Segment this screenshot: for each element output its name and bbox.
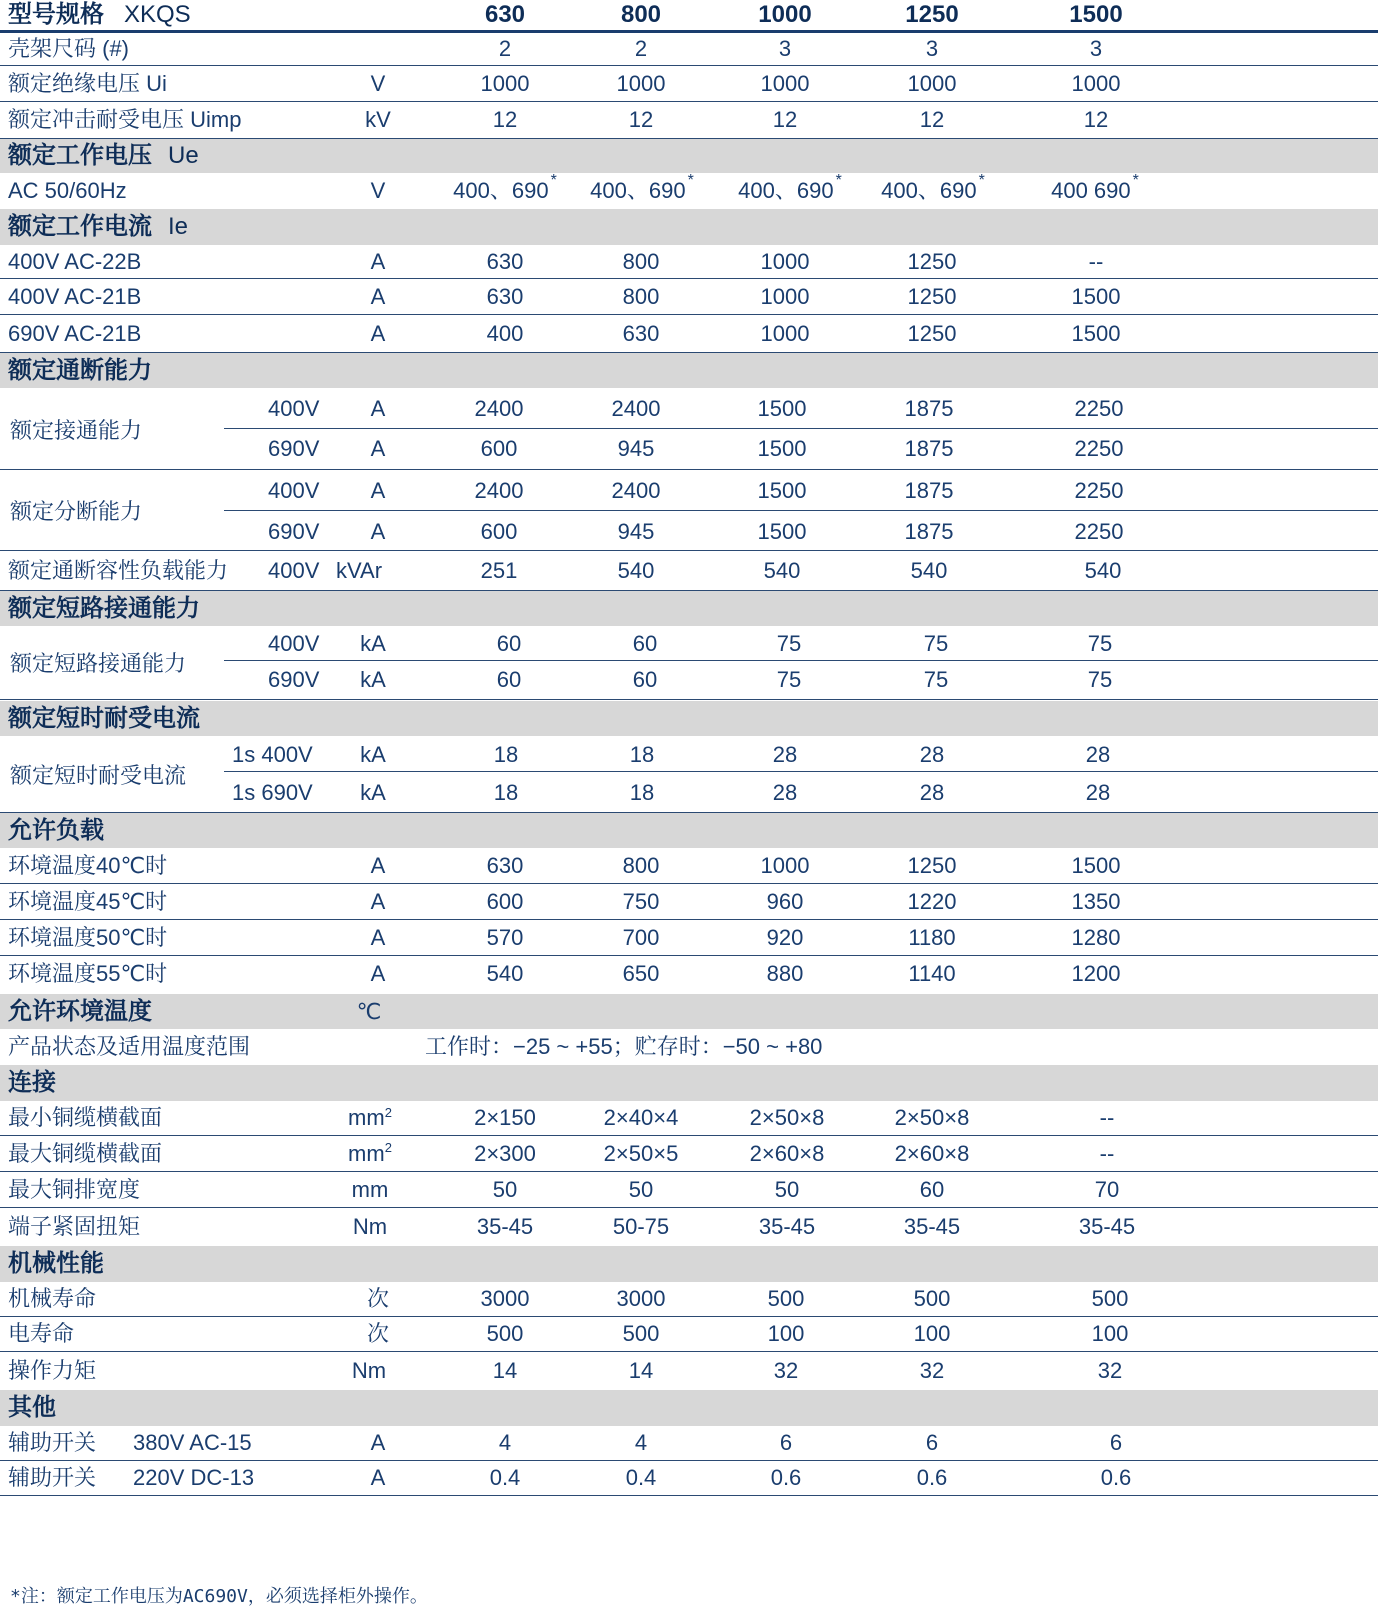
value-cell: 28 <box>772 780 798 805</box>
footnote-star: * <box>687 172 694 189</box>
sub-row <box>0 389 1378 429</box>
value-cell: 60 <box>632 667 658 692</box>
value-cell: 75 <box>776 631 802 656</box>
value-cell: 6 <box>779 1430 793 1455</box>
value-cell: 500 <box>767 1286 805 1311</box>
unit-cell: A <box>370 320 386 346</box>
unit-cell: A <box>370 248 386 274</box>
value-cell: -- <box>1099 1105 1115 1130</box>
row-label: 环境温度50℃时 <box>8 924 168 950</box>
value-cell: 2×40×4 <box>603 1105 679 1130</box>
value-cell: 32 <box>1097 1357 1123 1383</box>
section-breaking <box>0 353 1378 388</box>
connection-row <box>0 1101 1378 1136</box>
unit-superscript: 2 <box>384 1104 392 1120</box>
value-cell: 100 <box>913 1321 951 1346</box>
unit-cell: mm <box>351 1176 389 1202</box>
section-title: 额定通断能力 <box>8 356 152 384</box>
value-cell: 3 <box>925 36 939 61</box>
making-capacity-group <box>0 389 1378 470</box>
value-cell: 1500 <box>757 396 807 421</box>
group-label: 额定分断能力 <box>10 498 143 524</box>
value-cell: 1500 <box>757 518 807 544</box>
footnote-star: * <box>835 172 842 189</box>
section-title: 允许环境温度 <box>8 997 152 1025</box>
value-cell: 400、690 * <box>738 172 842 203</box>
value-cell: 630 <box>486 248 524 274</box>
section-title: 允许负载 <box>8 816 104 844</box>
column-header: 630 <box>484 1 526 28</box>
unit-cell: A <box>370 960 386 986</box>
value-cell: 1220 <box>907 888 957 914</box>
unit-cell: 次 <box>366 1321 390 1346</box>
value-cell: 2×300 <box>474 1140 536 1166</box>
voltage-cell: 1s 400V <box>232 742 313 767</box>
value-cell: 100 <box>1091 1321 1129 1346</box>
section-title: 额定短时耐受电流 <box>8 704 200 732</box>
value-cell: 75 <box>1087 667 1113 692</box>
value-cell: 0.4 <box>489 1465 521 1490</box>
column-header: 800 <box>620 1 662 28</box>
value-cell: 630 <box>622 320 660 346</box>
value-cell: 1350 <box>1071 888 1121 914</box>
section-title: 机械性能 <box>8 1250 104 1277</box>
value-cell: 1000 <box>760 320 810 346</box>
value-cell: 500 <box>1091 1286 1129 1311</box>
ie-row <box>0 279 1378 315</box>
row-label: 额定通断容性负载能力 <box>8 557 229 583</box>
value-cell: 650 <box>622 960 660 986</box>
value-cell: 600 <box>486 888 524 914</box>
unit-cell: A <box>370 1430 386 1455</box>
model-name: XKQS <box>124 1 191 28</box>
value-cell: 18 <box>493 780 519 805</box>
ie-row <box>0 245 1378 279</box>
voltage-cell: 1s 690V <box>232 780 313 805</box>
row-label: 操作力矩 <box>8 1357 97 1383</box>
value-cell: 50 <box>628 1176 654 1202</box>
value-cell: 14 <box>492 1357 518 1383</box>
value-cell: 60 <box>632 631 658 656</box>
section-title: 额定工作电流 Ie <box>8 213 189 240</box>
row-label: 机械寿命 <box>8 1286 97 1311</box>
value-cell: 28 <box>772 742 798 767</box>
connection-row <box>0 1172 1378 1208</box>
row-label: 最大铜排宽度 <box>8 1176 141 1202</box>
section-load <box>0 813 1378 848</box>
value-cell: 70 <box>1094 1176 1120 1202</box>
unit-cell: kVAr <box>336 557 383 583</box>
unit-cell: Nm <box>351 1357 387 1383</box>
value-cell: 1500 <box>757 477 807 503</box>
row-label: 环境温度45℃时 <box>8 888 168 914</box>
sub-row <box>0 511 1378 552</box>
row-label: 端子紧固扭矩 <box>8 1214 141 1239</box>
value-cell: 75 <box>923 667 949 692</box>
value-cell: 750 <box>622 888 660 914</box>
value-cell: 12 <box>628 107 654 132</box>
value-cell: 2×50×8 <box>749 1105 825 1130</box>
unit-cell: mm 2 <box>348 1104 392 1130</box>
row-label: AC 50/60Hz <box>8 178 127 203</box>
value-cell: 540 <box>486 960 524 986</box>
value-cell: 3 <box>1089 36 1103 61</box>
column-header: 1000 <box>758 1 812 28</box>
section-title: 额定工作电压 Ue <box>8 142 199 169</box>
row-label: 400V AC-22B <box>8 248 142 274</box>
value-cell: 0.4 <box>625 1465 657 1490</box>
value-cell: 945 <box>617 436 655 461</box>
value-cell: 920 <box>766 924 804 950</box>
value-cell: 75 <box>776 667 802 692</box>
value-cell: 3000 <box>480 1286 530 1311</box>
value-cell: 540 <box>910 557 948 583</box>
voltage-cell: 400V <box>268 477 320 503</box>
value-cell: 28 <box>919 780 945 805</box>
value-cell: 540 <box>763 557 801 583</box>
value-cell: 800 <box>622 283 660 309</box>
value-cell: 1875 <box>904 436 954 461</box>
value-cell: 1500 <box>1071 283 1121 309</box>
value-cell: 1180 <box>908 924 956 950</box>
section-ie <box>0 209 1378 245</box>
footnote-star: * <box>1132 172 1139 189</box>
section-title: 额定短路接通能力 <box>8 594 200 622</box>
voltage-cell: 690V <box>268 436 320 461</box>
value-cell: 28 <box>919 742 945 767</box>
value-cell: 400、690 * <box>590 172 694 203</box>
unit-cell: Nm <box>352 1214 388 1239</box>
section-temperature <box>0 994 1378 1029</box>
st-withstand-group <box>0 736 1378 813</box>
insulation-voltage-row <box>0 66 1378 102</box>
connection-row <box>0 1208 1378 1247</box>
value-cell: 28 <box>1085 742 1111 767</box>
load-row <box>0 848 1378 884</box>
auxiliary-switch-row <box>0 1426 1378 1461</box>
value-cell: 50 <box>492 1176 518 1202</box>
unit-cell: A <box>370 924 386 950</box>
value-cell: 3000 <box>616 1286 666 1311</box>
impulse-voltage-row <box>0 102 1378 139</box>
value-cell: 400、690 * <box>881 172 985 203</box>
sub-row <box>0 470 1378 511</box>
value-cell: 400 690 * <box>1051 172 1139 203</box>
section-short-time <box>0 701 1378 736</box>
row-label: 电寿命 <box>8 1321 75 1346</box>
value-cell: 50 <box>774 1176 800 1202</box>
row-label: 690V AC-21B <box>8 320 142 346</box>
value-cell: 2×150 <box>474 1105 536 1130</box>
value-cell: 1000 <box>760 70 810 96</box>
value-cell: 2250 <box>1074 436 1124 461</box>
value-cell: 32 <box>919 1357 945 1383</box>
value-cell: 60 <box>496 631 522 656</box>
value-cell: 1000 <box>760 283 810 309</box>
unit-cell: mm 2 <box>348 1140 392 1166</box>
section-other <box>0 1390 1378 1426</box>
value-cell: 0.6 <box>1100 1465 1132 1490</box>
value-cell: 14 <box>628 1357 654 1383</box>
value-cell: 1000 <box>760 852 810 878</box>
unit-cell: A <box>370 477 386 503</box>
value-cell: 800 <box>622 852 660 878</box>
value-cell: 500 <box>622 1321 660 1346</box>
row-label: 最小铜缆横截面 <box>8 1105 163 1130</box>
load-row <box>0 956 1378 991</box>
value-cell: 35-45 <box>758 1214 816 1239</box>
temperature-range: 工作时：−25 ~ +55；贮存时：−50 ~ +80 <box>425 1034 823 1059</box>
frame-size-row <box>0 33 1378 66</box>
breaking-capacity-group <box>0 470 1378 551</box>
footnote-star: * <box>978 172 985 189</box>
value-cell: 1875 <box>904 518 954 544</box>
value-cell: 0.6 <box>916 1465 948 1490</box>
value-cell: 18 <box>629 742 655 767</box>
header-label: 型号规格 XKQS <box>8 1 191 28</box>
value-cell: 12 <box>1083 107 1109 132</box>
section-title: 其他 <box>8 1394 56 1421</box>
load-row <box>0 884 1378 920</box>
value-cell: 6 <box>1109 1430 1123 1455</box>
value-cell: 60 <box>496 667 522 692</box>
sub-row <box>0 662 1378 698</box>
value-cell: 12 <box>772 107 798 132</box>
value-cell: 1875 <box>904 396 954 421</box>
value-cell: 35-45 <box>476 1214 534 1239</box>
value-cell: 2 <box>634 36 648 61</box>
unit-cell: A <box>370 1465 386 1490</box>
value-cell: 50-75 <box>612 1214 670 1239</box>
unit-cell: kA <box>360 742 386 767</box>
capacitive-row <box>0 551 1378 591</box>
value-cell: 2×50×5 <box>603 1140 679 1166</box>
unit-cell: V <box>370 70 386 96</box>
sub-row <box>0 626 1378 662</box>
row-label: 400V AC-21B <box>8 283 142 309</box>
value-cell: 1280 <box>1071 924 1121 950</box>
value-cell: 1250 <box>907 852 957 878</box>
group-label: 额定短时耐受电流 <box>10 762 187 788</box>
spec-cell: 220V DC-13 <box>133 1465 255 1490</box>
unit-cell: A <box>370 436 386 461</box>
value-cell: 4 <box>498 1430 512 1455</box>
row-label: 环境温度55℃时 <box>8 960 168 986</box>
unit-cell: A <box>370 888 386 914</box>
value-cell: 500 <box>486 1321 524 1346</box>
section-connection <box>0 1065 1378 1101</box>
value-cell: 880 <box>766 960 804 986</box>
unit-cell: 次 <box>366 1286 390 1311</box>
value-cell: 0.6 <box>770 1465 802 1490</box>
value-cell: 2250 <box>1074 518 1124 544</box>
value-cell: 540 <box>1084 557 1122 583</box>
mechanical-row <box>0 1352 1378 1389</box>
section-ue <box>0 139 1378 173</box>
value-cell: 28 <box>1085 780 1111 805</box>
value-cell: 960 <box>766 888 804 914</box>
value-cell: 12 <box>919 107 945 132</box>
value-cell: 1500 <box>757 436 807 461</box>
unit-cell: kA <box>360 667 386 692</box>
unit-superscript: 2 <box>384 1140 392 1155</box>
value-cell: 630 <box>486 852 524 878</box>
unit-cell: ℃ <box>356 998 382 1024</box>
unit-cell: A <box>370 852 386 878</box>
value-cell: 2×60×8 <box>749 1140 825 1166</box>
voltage-cell: 400V <box>268 631 320 656</box>
unit-cell: A <box>370 518 386 544</box>
value-cell: 1500 <box>1071 320 1121 346</box>
voltage-cell: 690V <box>268 518 320 544</box>
value-cell: 600 <box>480 436 518 461</box>
ie-row <box>0 315 1378 353</box>
value-cell: 2400 <box>611 396 661 421</box>
value-cell: 2400 <box>611 477 661 503</box>
value-cell: 35-45 <box>1078 1214 1136 1239</box>
value-cell: 4 <box>634 1430 648 1455</box>
value-cell: 2×50×8 <box>894 1105 970 1130</box>
value-cell: 540 <box>617 557 655 583</box>
auxiliary-switch-row <box>0 1461 1378 1496</box>
value-cell: -- <box>1099 1140 1115 1166</box>
value-cell: 1200 <box>1071 960 1121 986</box>
voltage-cell: 400V <box>268 557 320 583</box>
unit-cell: kA <box>360 780 386 805</box>
voltage-cell: 690V <box>268 667 320 692</box>
value-cell: 32 <box>773 1357 799 1383</box>
spec-cell: 380V AC-15 <box>133 1430 252 1455</box>
group-label: 额定接通能力 <box>10 417 143 443</box>
value-cell: 1250 <box>907 283 957 309</box>
load-row <box>0 920 1378 956</box>
value-cell: 35-45 <box>903 1214 961 1239</box>
unit-cell: V <box>370 178 386 203</box>
section-suffix: Ue <box>168 142 199 169</box>
row-label: 辅助开关 <box>8 1430 97 1455</box>
value-cell: 400、690 * <box>453 172 557 203</box>
temperature-row <box>0 1030 1378 1064</box>
value-cell: 2250 <box>1074 477 1124 503</box>
value-cell: 1000 <box>907 70 957 96</box>
section-suffix: Ie <box>168 213 189 240</box>
value-cell: 60 <box>919 1176 945 1202</box>
value-cell: 700 <box>622 924 660 950</box>
column-header: 1250 <box>905 1 959 28</box>
value-cell: -- <box>1088 248 1104 274</box>
value-cell: 18 <box>629 780 655 805</box>
value-cell: 1140 <box>908 960 956 986</box>
value-cell: 1250 <box>907 320 957 346</box>
unit-cell: A <box>370 283 386 309</box>
value-cell: 2250 <box>1074 396 1124 421</box>
value-cell: 6 <box>925 1430 939 1455</box>
value-cell: 75 <box>1087 631 1113 656</box>
value-cell: 600 <box>480 518 518 544</box>
row-label: 最大铜缆横截面 <box>8 1140 163 1166</box>
value-cell: 100 <box>767 1321 805 1346</box>
row-label: 额定冲击耐受电压 Uimp <box>8 107 242 132</box>
value-cell: 18 <box>493 742 519 767</box>
value-cell: 1500 <box>1071 852 1121 878</box>
mechanical-row <box>0 1282 1378 1317</box>
unit-cell: kA <box>360 631 386 656</box>
value-cell: 1000 <box>1071 70 1121 96</box>
value-cell: 1000 <box>616 70 666 96</box>
value-cell: 251 <box>480 557 518 583</box>
value-cell: 400 <box>486 320 524 346</box>
value-cell: 945 <box>617 518 655 544</box>
value-cell: 1250 <box>907 248 957 274</box>
voltage-cell: 400V <box>268 396 320 421</box>
value-cell: 2×60×8 <box>894 1140 970 1166</box>
section-mechanical <box>0 1246 1378 1282</box>
value-cell: 2400 <box>474 477 524 503</box>
sc-making-group <box>0 626 1378 700</box>
value-cell: 2 <box>498 36 512 61</box>
value-cell: 1000 <box>480 70 530 96</box>
row-label: 环境温度40℃时 <box>8 852 168 878</box>
value-cell: 2400 <box>474 396 524 421</box>
header-row <box>0 0 1378 33</box>
value-cell: 570 <box>486 924 524 950</box>
row-label: 产品状态及适用温度范围 <box>8 1034 251 1059</box>
row-label: 额定绝缘电压 Ui <box>8 70 167 96</box>
value-cell: 800 <box>622 248 660 274</box>
section-title: 连接 <box>8 1069 56 1096</box>
sub-row <box>0 736 1378 774</box>
footnote: *注：额定工作电压为AC690V，必须选择柜外操作。 <box>10 1586 428 1607</box>
unit-cell: kV <box>365 107 391 132</box>
group-label: 额定短路接通能力 <box>10 651 187 676</box>
value-cell: 12 <box>492 107 518 132</box>
sub-row <box>0 774 1378 812</box>
ue-row <box>0 174 1378 208</box>
value-cell: 1000 <box>760 248 810 274</box>
row-label: 辅助开关 <box>8 1465 97 1490</box>
sub-row <box>0 429 1378 469</box>
mechanical-row <box>0 1317 1378 1352</box>
section-short-circuit <box>0 591 1378 626</box>
unit-cell: A <box>370 396 386 421</box>
value-cell: 1875 <box>904 477 954 503</box>
value-cell: 630 <box>486 283 524 309</box>
column-header: 1500 <box>1069 1 1123 28</box>
row-label: 壳架尺码 (#) <box>8 36 130 61</box>
connection-row <box>0 1136 1378 1172</box>
footnote-star: * <box>550 172 557 189</box>
value-cell: 500 <box>913 1286 951 1311</box>
value-cell: 3 <box>778 36 792 61</box>
value-cell: 75 <box>923 631 949 656</box>
